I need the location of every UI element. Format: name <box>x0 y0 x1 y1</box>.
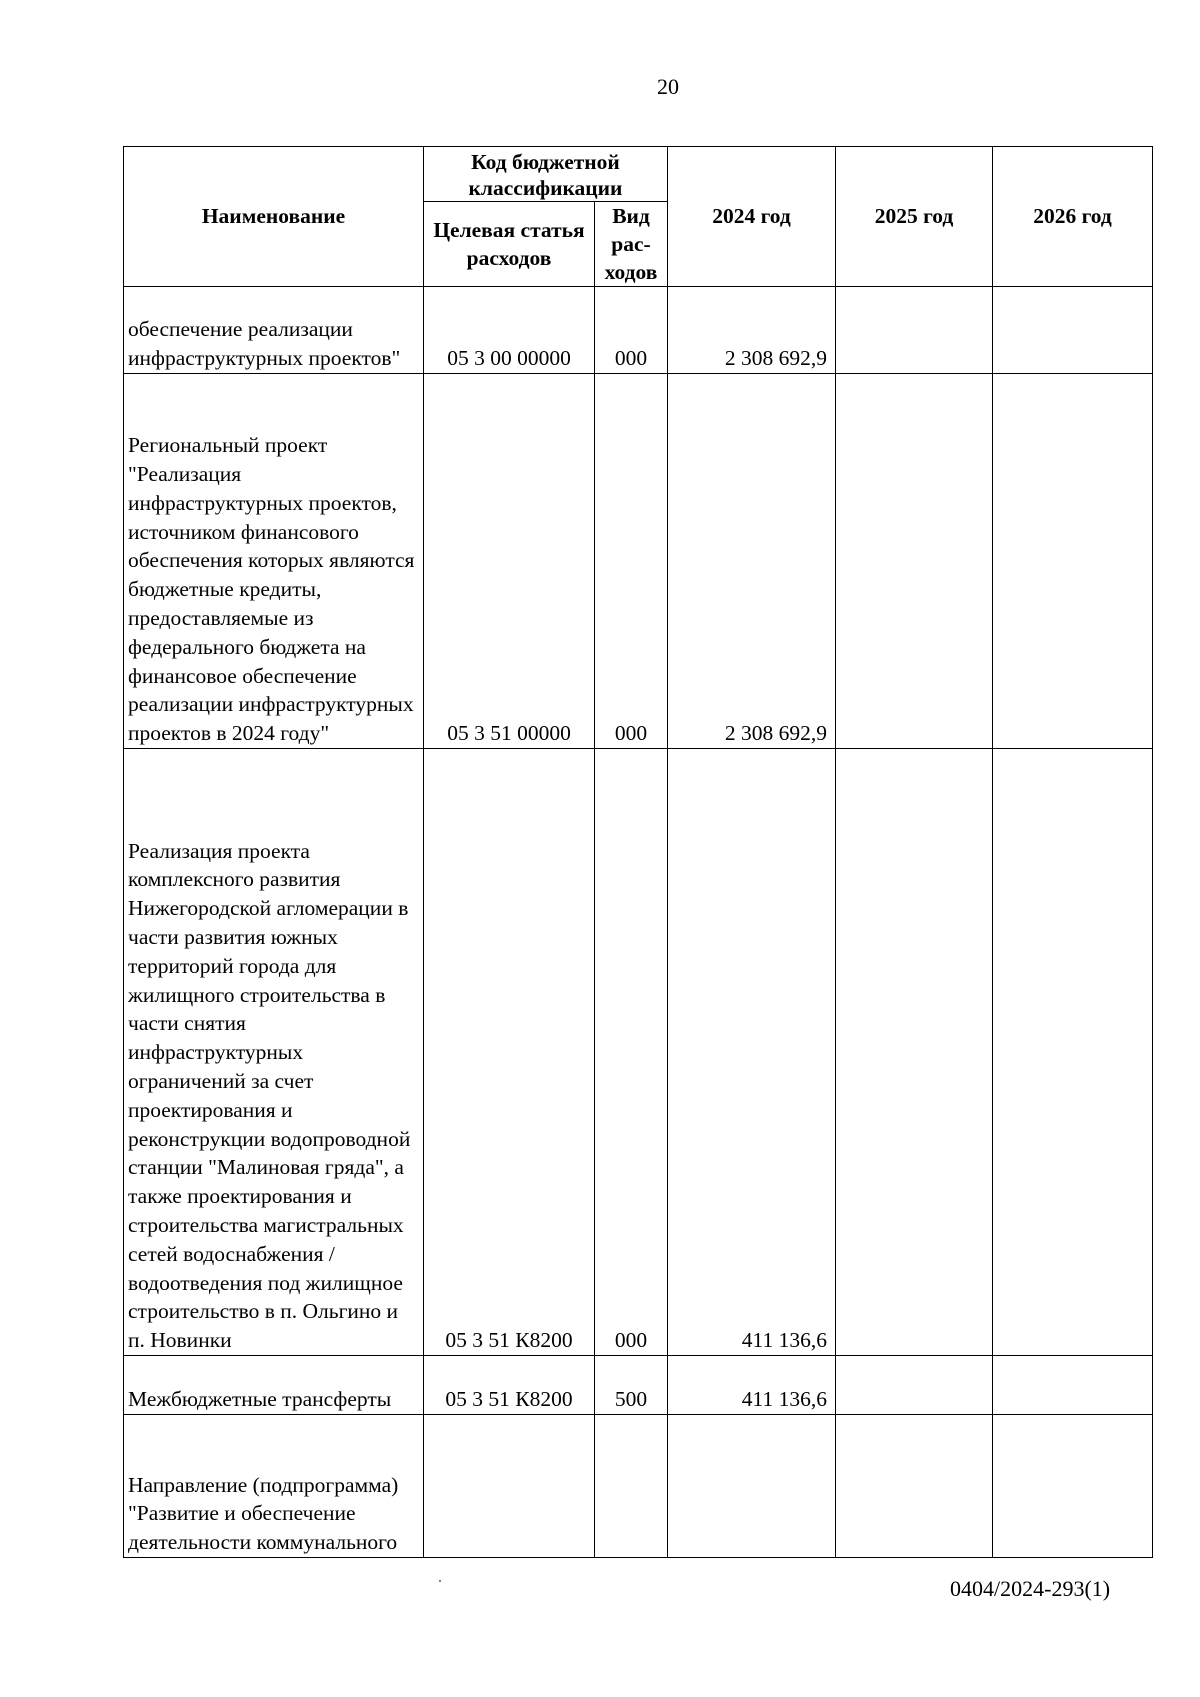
row-value-2024: 2 308 692,9 <box>668 374 836 749</box>
row-expense-type: 000 <box>595 749 668 1356</box>
row-target-item: 05 3 51 00000 <box>424 374 595 749</box>
row-value-2026 <box>993 1415 1153 1558</box>
page-number: 20 <box>657 74 679 99</box>
row-value-2024: 2 308 692,9 <box>668 287 836 374</box>
table-row <box>124 374 1153 749</box>
header-2024: 2024 год <box>668 147 836 287</box>
table-row <box>124 287 1153 374</box>
row-value-2025 <box>836 287 993 374</box>
table-header-row <box>124 147 1153 202</box>
header-name: Наименование <box>124 147 424 287</box>
row-value-2024 <box>668 1415 836 1558</box>
header-expense-type: Вид рас-ходов <box>595 202 668 287</box>
row-target-item: 05 3 51 К8200 <box>424 1356 595 1415</box>
document-code: 0404/2024-293(1) <box>950 1576 1111 1601</box>
row-name: Региональный проект "Реализация инфраструктурных проектов, источником финансового обеспечения которых являются бюджетные кредиты, предоставляемые из федерального бюджета на финансовое обеспечение реализации инфраструктурных проектов в 2024 году" <box>124 374 424 749</box>
budget-table <box>123 146 1153 1558</box>
table-row <box>124 749 1153 1356</box>
row-target-item <box>424 1415 595 1558</box>
row-target-item: 05 3 00 00000 <box>424 287 595 374</box>
header-2025: 2025 год <box>836 147 993 287</box>
row-value-2025 <box>836 1415 993 1558</box>
row-name: Направление (подпрограмма) "Развитие и обеспечение деятельности коммунального <box>124 1415 424 1558</box>
row-name: Межбюджетные трансферты <box>124 1356 424 1415</box>
row-value-2025 <box>836 749 993 1356</box>
row-expense-type: 000 <box>595 374 668 749</box>
row-target-item: 05 3 51 К8200 <box>424 749 595 1356</box>
row-value-2026 <box>993 287 1153 374</box>
header-2026: 2026 год <box>993 147 1153 287</box>
row-value-2024: 411 136,6 <box>668 1356 836 1415</box>
row-expense-type: 500 <box>595 1356 668 1415</box>
row-expense-type <box>595 1415 668 1558</box>
row-expense-type: 000 <box>595 287 668 374</box>
header-budget-code: Код бюджетной классификации <box>424 147 668 202</box>
table-row <box>124 1356 1153 1415</box>
row-value-2026 <box>993 1356 1153 1415</box>
header-target-item: Целевая статья расходов <box>424 202 595 287</box>
table-row <box>124 1415 1153 1558</box>
row-value-2024: 411 136,6 <box>668 749 836 1356</box>
row-name: Реализация проекта комплексного развития Нижегородской агломерации в части развития южных территорий города для жилищного строительства в части снятия инфраструктурных ограничений за счет проектирования и реконструкции водопроводной станции "Малиновая гряда", а также проектирования и строительства магистральных сетей водоснабжения / водоотведения под жилищное строительство в п. Ольгино и п. Новинки <box>124 749 424 1356</box>
scan-dot <box>439 1580 441 1582</box>
row-value-2026 <box>993 749 1153 1356</box>
row-value-2025 <box>836 1356 993 1415</box>
row-value-2026 <box>993 374 1153 749</box>
row-value-2025 <box>836 374 993 749</box>
row-name: обеспечение реализации инфраструктурных проектов" <box>124 287 424 374</box>
